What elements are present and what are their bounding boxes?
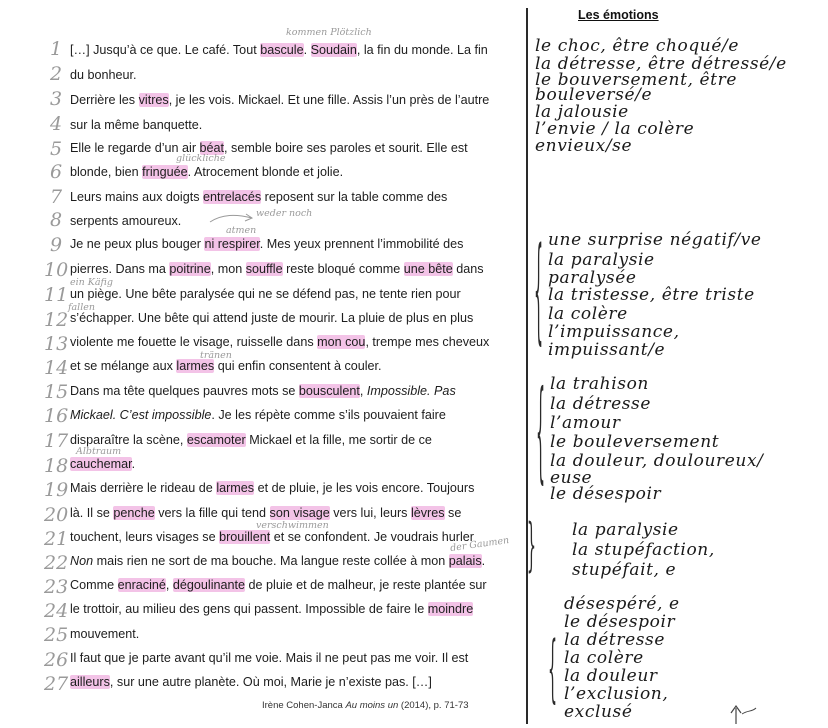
line-number: 14: [44, 357, 69, 379]
handwritten-note: envieux/se: [535, 136, 633, 156]
pencil-note: fallen: [68, 302, 95, 313]
pencil-note: Albtraum: [76, 446, 122, 457]
text-line-18: cauchemar.: [70, 457, 136, 471]
highlighted-word: une bête: [403, 262, 453, 276]
handwritten-note: paralysée: [548, 268, 637, 288]
text-line-20: là. Il se penche vers la fille qui tend son visage vers lui, leurs lèvres se: [70, 506, 462, 520]
handwritten-note: la douleur: [564, 666, 658, 686]
line-number: 10: [44, 259, 69, 281]
text-line-17: disparaître la scène, escamoter Mickael et la fille, me sortir de ce: [70, 433, 432, 447]
highlighted-word: enraciné: [117, 578, 166, 592]
highlighted-word: larmes: [176, 359, 215, 373]
text-line-27: ailleurs, sur une autre planète. Où moi, Marie je n’existe pas. […]: [70, 675, 432, 689]
line-number: 17: [44, 430, 69, 452]
handwritten-note: la détresse, être détressé/e: [535, 54, 787, 74]
line-number: 2: [49, 63, 63, 85]
handwritten-note: la détresse: [564, 630, 666, 650]
handwritten-note: l’impuissance,: [548, 322, 680, 342]
text-line-23: Comme enraciné, dégoulinante de pluie et de malheur, je reste plantée sur: [70, 578, 487, 592]
brace-icon: {: [534, 227, 544, 360]
handwritten-note: le désespoir: [550, 484, 662, 504]
handwritten-note: une surprise négatif/ve: [548, 230, 762, 250]
handwritten-note: le bouversement, être: [535, 70, 737, 90]
line-number: 5: [49, 138, 63, 160]
line-number: 4: [49, 113, 63, 135]
text-line-26: Il faut que je parte avant qu’il me voie. Mais il ne peut pas me voir. Il est: [70, 651, 469, 665]
highlighted-word: escamoter: [186, 433, 246, 447]
text-line-8: serpents amoureux.: [70, 214, 182, 228]
text-line-6: blonde, bien fringuée. Atrocement blonde et jolie.: [70, 165, 344, 179]
emotions-title: Les émotions: [578, 8, 659, 22]
text-line-3: Derrière les vitres, je les vois. Mickael. Et une fille. Assis l’un près de l’autre: [70, 93, 490, 107]
handwritten-note: l’amour: [550, 413, 621, 433]
line-number: 22: [44, 552, 69, 574]
line-number: 11: [44, 284, 69, 306]
pencil-note: weder noch: [256, 208, 313, 219]
handwritten-note: la détresse: [550, 394, 652, 414]
text-line-1: […] Jusqu’à ce que. Le café. Tout bascule. Soudain, la fin du monde. La fin: [70, 43, 488, 57]
handwritten-note: la paralysie: [572, 520, 679, 540]
highlighted-word: entrelacés: [203, 190, 262, 204]
pencil-note: ein Käfig: [70, 277, 113, 288]
handwritten-note: stupéfait, e: [572, 560, 677, 580]
arrow-up-icon: [718, 700, 758, 726]
highlighted-word: son visage: [269, 506, 330, 520]
text-line-21: touchent, leurs visages se brouillent et se confondent. Je voudrais hurler: [70, 530, 474, 544]
line-number: 18: [44, 455, 69, 477]
citation: Irène Cohen-Janca Au moins un (2014), p. 71-73: [262, 700, 469, 711]
highlighted-word: moindre: [427, 602, 474, 616]
handwritten-note: exclusé: [564, 702, 633, 722]
line-number: 15: [44, 381, 69, 403]
handwritten-note: bouleversé/e: [535, 85, 653, 105]
text-line-5: Elle le regarde d’un air béat, semble boire ses paroles et sourit. Elle est: [70, 141, 468, 155]
text-line-10: pierres. Dans ma poitrine, mon souffle reste bloqué comme une bête dans: [70, 262, 484, 276]
handwritten-note: la colère: [564, 648, 644, 668]
highlighted-word: poitrine: [169, 262, 211, 276]
handwritten-note: l’envie / la colère: [535, 119, 695, 139]
handwritten-note: la trahison: [550, 374, 649, 394]
line-number: 20: [44, 504, 69, 526]
highlighted-word: fringuée: [142, 165, 188, 179]
handwritten-note: la tristesse, être triste: [548, 285, 755, 305]
brace-icon: {: [526, 513, 536, 580]
handwritten-note: la paralysie: [548, 250, 655, 270]
handwritten-note: la douleur, douloureux/: [550, 451, 764, 471]
highlighted-word: bousculent: [298, 384, 360, 398]
handwritten-note: impuissant/e: [548, 340, 666, 360]
pencil-note: tränen: [200, 350, 232, 361]
handwritten-note: désespéré, e: [564, 594, 680, 614]
highlighted-word: vitres: [138, 93, 169, 107]
pencil-note: kommen Plötzlich: [286, 27, 372, 38]
pencil-note: atmen: [226, 225, 257, 236]
highlighted-word: souffle: [245, 262, 283, 276]
line-number: 1: [49, 38, 63, 60]
text-line-9: Je ne peux plus bouger ni respirer. Mes yeux prennent l’immobilité des: [70, 237, 464, 251]
line-number: 7: [49, 186, 63, 208]
text-line-24: le trottoir, au milieu des gens qui passent. Impossible de faire le moindre: [70, 602, 474, 616]
brace-icon: {: [548, 628, 558, 713]
highlighted-word: cauchemar: [70, 457, 132, 471]
highlighted-word: mon cou: [317, 335, 366, 349]
highlighted-word: ni respirer: [204, 237, 260, 251]
text-line-13: violente me fouette le visage, ruisselle dans mon cou, trempe mes cheveux: [70, 335, 490, 349]
handwritten-note: la colère: [548, 304, 628, 324]
handwritten-note: euse: [550, 468, 593, 488]
text-line-16: Mickael. C’est impossible. Je les répète comme s’ils pouvaient faire: [70, 408, 446, 422]
line-number: 8: [49, 209, 63, 231]
text-line-4: sur la même banquette.: [70, 118, 203, 132]
line-number: 27: [44, 673, 69, 695]
text-line-14: et se mélange aux larmes qui enfin consentent à couler.: [70, 359, 382, 373]
highlighted-word: bascule: [260, 43, 304, 57]
text-line-11: un piège. Une bête paralysée qui ne se défend pas, ne tente rien pour: [70, 287, 461, 301]
text-line-7: Leurs mains aux doigts entrelacés reposent sur la table comme des: [70, 190, 448, 204]
highlighted-word: ailleurs: [70, 675, 110, 689]
line-number: 19: [44, 479, 69, 501]
text-line-22: Non mais rien ne sort de ma bouche. Ma langue reste collée à mon palais.: [70, 554, 486, 568]
handwritten-note: la jalousie: [535, 102, 629, 122]
pencil-note: der Gaumen: [449, 534, 510, 555]
text-line-19: Mais derrière le rideau de larmes et de pluie, je les vois encore. Toujours: [70, 481, 475, 495]
line-number: 12: [44, 309, 69, 331]
pencil-note: glückliche: [176, 153, 226, 164]
line-number: 9: [49, 234, 63, 256]
text-line-15: Dans ma tête quelques pauvres mots se bousculent, Impossible. Pas: [70, 384, 456, 398]
brace-icon: {: [536, 371, 546, 498]
highlighted-word: brouillent: [219, 530, 271, 544]
handwritten-note: la stupéfaction,: [572, 540, 715, 560]
line-number: 26: [44, 649, 69, 671]
line-number: 21: [44, 528, 69, 550]
highlighted-word: béat: [199, 141, 225, 155]
line-number: 3: [49, 88, 63, 110]
highlighted-word: dégoulinante: [172, 578, 246, 592]
handwritten-note: le désespoir: [564, 612, 676, 632]
line-number: 13: [44, 333, 69, 355]
line-number: 16: [44, 405, 69, 427]
line-number: 23: [44, 576, 69, 598]
highlighted-word: lèvres: [410, 506, 445, 520]
highlighted-word: larmes: [216, 481, 255, 495]
highlighted-word: penche: [113, 506, 155, 520]
text-line-12: s’échapper. Une bête qui attend juste de mourir. La pluie de plus en plus: [70, 311, 474, 325]
handwritten-note: le choc, être choqué/e: [535, 36, 740, 56]
line-number: 24: [44, 600, 69, 622]
pencil-note: verschwimmen: [256, 520, 329, 531]
highlighted-word: Soudain: [310, 43, 357, 57]
highlighted-word: palais: [448, 554, 482, 568]
pencil-arrow-icon: [208, 210, 254, 226]
column-divider: [526, 8, 528, 724]
line-number: 25: [44, 624, 69, 646]
text-line-25: mouvement.: [70, 627, 140, 641]
handwritten-note: le bouleversement: [550, 432, 720, 452]
handwritten-note: l’exclusion,: [564, 684, 669, 704]
line-number: 6: [49, 161, 63, 183]
text-line-2: du bonheur.: [70, 68, 137, 82]
